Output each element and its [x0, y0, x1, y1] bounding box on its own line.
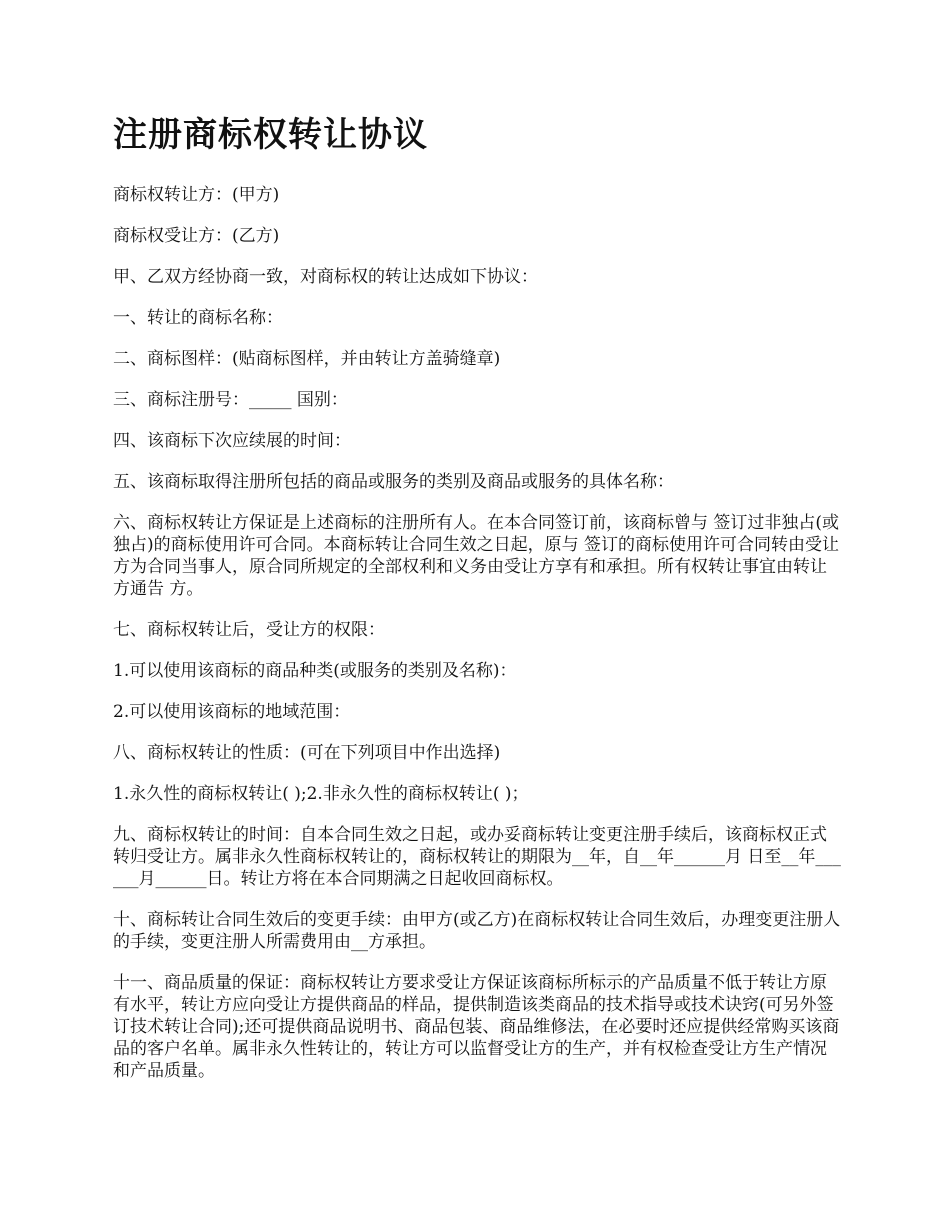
paragraph-clause-1: 一、转让的商标名称：: [113, 308, 283, 328]
paragraph-transferee: 商标权受让方：(乙方): [113, 226, 280, 246]
paragraph-agreement-intro: 甲、乙双方经协商一致，对商标权的转让达成如下协议：: [113, 267, 538, 287]
paragraph-clause-8: 八、商标权转让的性质：(可在下列项目中作出选择): [113, 743, 501, 763]
document-page: [113, 110, 843, 1101]
paragraph-clause-10: 十、商标转让合同生效后的变更手续：由甲方(或乙方)在商标权转让合同生效后，办理变更注册人的手续，变更注册人所需费用由__方承担。: [113, 910, 841, 952]
paragraph-clause-6: 六、商标权转让方保证是上述商标的注册所有人。在本合同签订前，该商标曾与 签订过非独占(或独占)的商标使用许可合同。本商标转让合同生效之日起，原与 签订的商标使用许可合同转由受让方为合同当事人，原合同所规定的全部权利和义务由受让方享有和承担。所有权转让事宜由转让方通告 方。: [113, 513, 840, 599]
paragraph-clause-4: 四、该商标下次应续展的时间：: [113, 431, 351, 451]
paragraph-clause-2: 二、商标图样：(贴商标图样，并由转让方盖骑缝章): [113, 349, 501, 369]
paragraph-clause-3: 三、商标注册号：_____ 国别：: [113, 390, 348, 410]
paragraph-clause-11: 十一、商品质量的保证：商标权转让方要求受让方保证该商标所标示的产品质量不低于转让方原有水平，转让方应向受让方提供商品的样品，提供制造该类商品的技术指导或技术诀窍(可另外签订技术转让合同);还可提供商品说明书、商品包装、商品维修法，在必要时还应提供经常购买该商品的客户名单。属非永久性转让的，转让方可以监督受让方的生产，并有权检查受让方生产情况和产品质量。: [113, 973, 840, 1081]
paragraph-clause-9: 九、商标权转让的时间：自本合同生效之日起，或办妥商标转让变更注册手续后，该商标权正式转归受让方。属非永久性商标权转让的，商标权转让的期限为__年，自__年______月 日至__年______月______日。转让方将在本合同期满之日起收回商标权。: [113, 825, 841, 889]
paragraph-transferor: 商标权转让方：(甲方): [113, 185, 280, 205]
paragraph-clause-8-options: 1.永久性的商标权转让( );2.非永久性的商标权转让( )；: [113, 784, 529, 804]
paragraph-clause-7-item-2: 2.可以使用该商标的地域范围：: [113, 702, 351, 722]
paragraph-clause-5: 五、该商标取得注册所包括的商品或服务的类别及商品或服务的具体名称：: [113, 472, 674, 492]
paragraph-clause-7-item-1: 1.可以使用该商标的商品种类(或服务的类别及名称)：: [113, 661, 517, 681]
document-title: 注册商标权转让协议: [113, 115, 428, 155]
paragraph-clause-7: 七、商标权转让后，受让方的权限：: [113, 620, 385, 640]
